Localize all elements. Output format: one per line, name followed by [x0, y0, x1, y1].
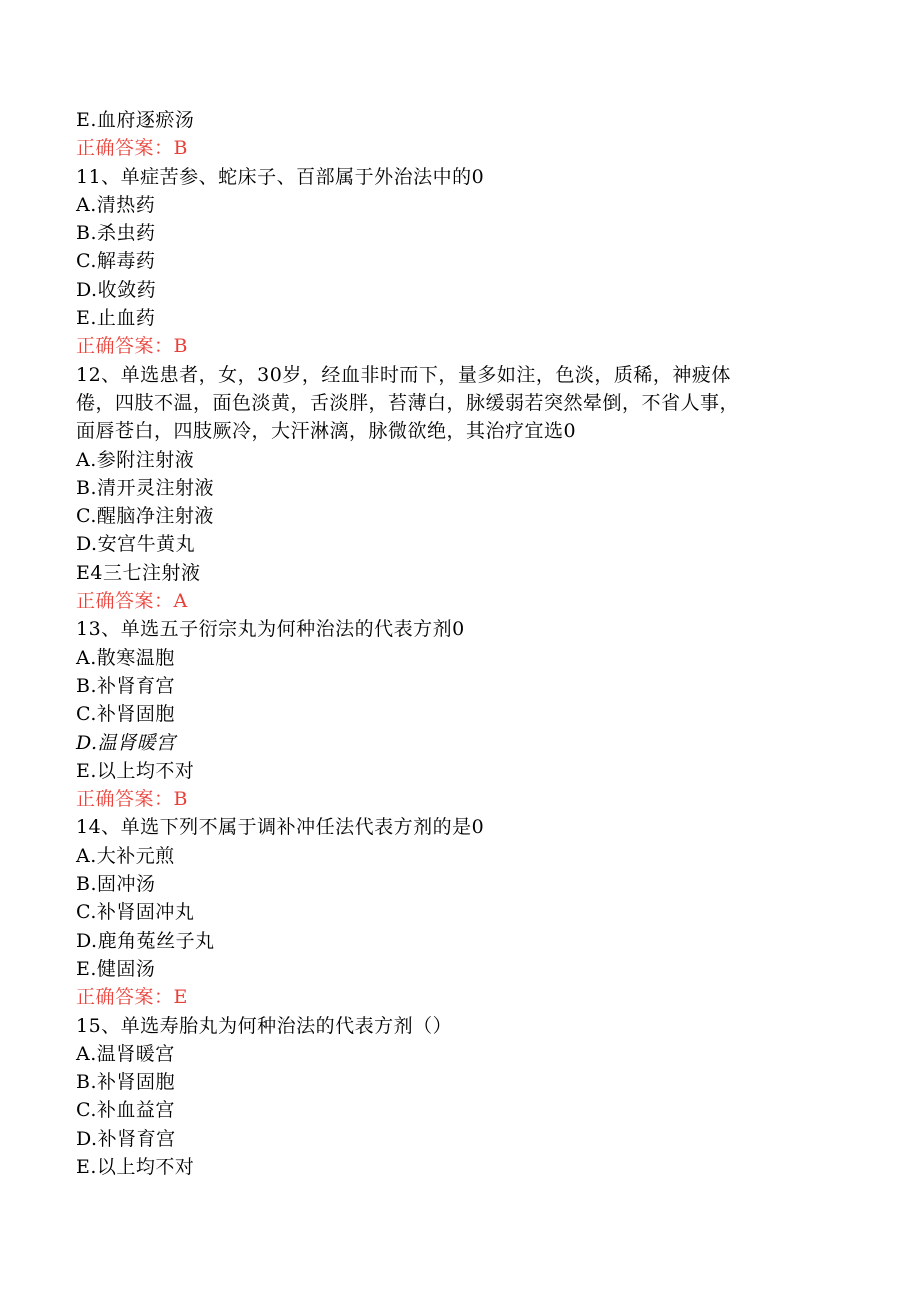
option-text: E.止血药	[76, 307, 156, 330]
option-text: D.收敛药	[76, 278, 157, 301]
option-text: A.温肾暖宫	[76, 1042, 175, 1065]
question-text: 倦，四肢不温，面色淡黄，舌淡胖，苔薄白，脉缓弱若突然晕倒，不省人事，	[76, 391, 740, 414]
answer-value: B	[173, 335, 188, 358]
option-text: B.固冲汤	[76, 873, 156, 896]
answer-value: E	[173, 986, 188, 1009]
option-text: A.大补元煎	[76, 844, 175, 867]
option-text: A.参附注射液	[76, 448, 195, 471]
option-text: A.清热药	[76, 193, 156, 216]
answer-line	[76, 785, 856, 813]
option-text: B.补肾育宫	[76, 674, 176, 697]
answer-label: 正确答案：	[76, 788, 174, 811]
option-text: C.补血益宫	[76, 1099, 175, 1122]
option-text: B.清开灵注射液	[76, 476, 215, 499]
answer-line	[76, 587, 856, 615]
option-text: E4三七注射液	[76, 561, 201, 584]
option-text: D.温肾暖宫	[76, 731, 176, 754]
question-text: 面唇苍白，四肢厥冷，大汗淋漓，脉微欲绝，其治疗宜选0	[76, 420, 577, 443]
answer-line	[76, 134, 856, 162]
answer-line	[76, 983, 856, 1011]
answer-label: 正确答案：	[76, 590, 174, 613]
question-text: 15、单选寿胎丸为何种治法的代表方剂（）	[76, 1014, 453, 1037]
question-text: 13、单选五子衍宗丸为何种治法的代表方剂0	[76, 618, 465, 641]
answer-value: B	[173, 137, 188, 160]
option-text: B.补肾固胞	[76, 1071, 176, 1094]
option-text: C.补肾固胞	[76, 703, 175, 726]
document-body	[76, 106, 856, 1181]
option-text: E.健固汤	[76, 957, 156, 980]
answer-value: A	[173, 590, 188, 613]
question-text: 14、单选下列不属于调补冲任法代表方剂的是0	[76, 816, 485, 839]
answer-value: B	[173, 788, 188, 811]
option-text: C.解毒药	[76, 250, 156, 273]
option-text: C.补肾固冲丸	[76, 901, 195, 924]
answer-label: 正确答案：	[76, 986, 174, 1009]
option-text: E.以上均不对	[76, 759, 195, 782]
answer-line	[76, 332, 856, 360]
question-text: 12、单选患者，女，30岁，经血非时而下，量多如注，色淡，质稀，神疲体	[76, 363, 731, 386]
option-text: E.以上均不对	[76, 1155, 195, 1178]
answer-label: 正确答案：	[76, 137, 174, 160]
option-text: D.补肾育宫	[76, 1127, 176, 1150]
question-text: 11、单症苦参、蛇床子、百部属于外治法中的0	[76, 165, 485, 188]
option-text: C.醒脑净注射液	[76, 505, 214, 528]
option-text: D.鹿角菟丝子丸	[76, 929, 215, 952]
option-text: B.杀虫药	[76, 222, 156, 245]
option-text: D.安宫牛黄丸	[76, 533, 196, 556]
answer-label: 正确答案：	[76, 335, 174, 358]
option-text: E.血府逐瘀汤	[76, 109, 195, 131]
option-text: A.散寒温胞	[76, 646, 175, 669]
